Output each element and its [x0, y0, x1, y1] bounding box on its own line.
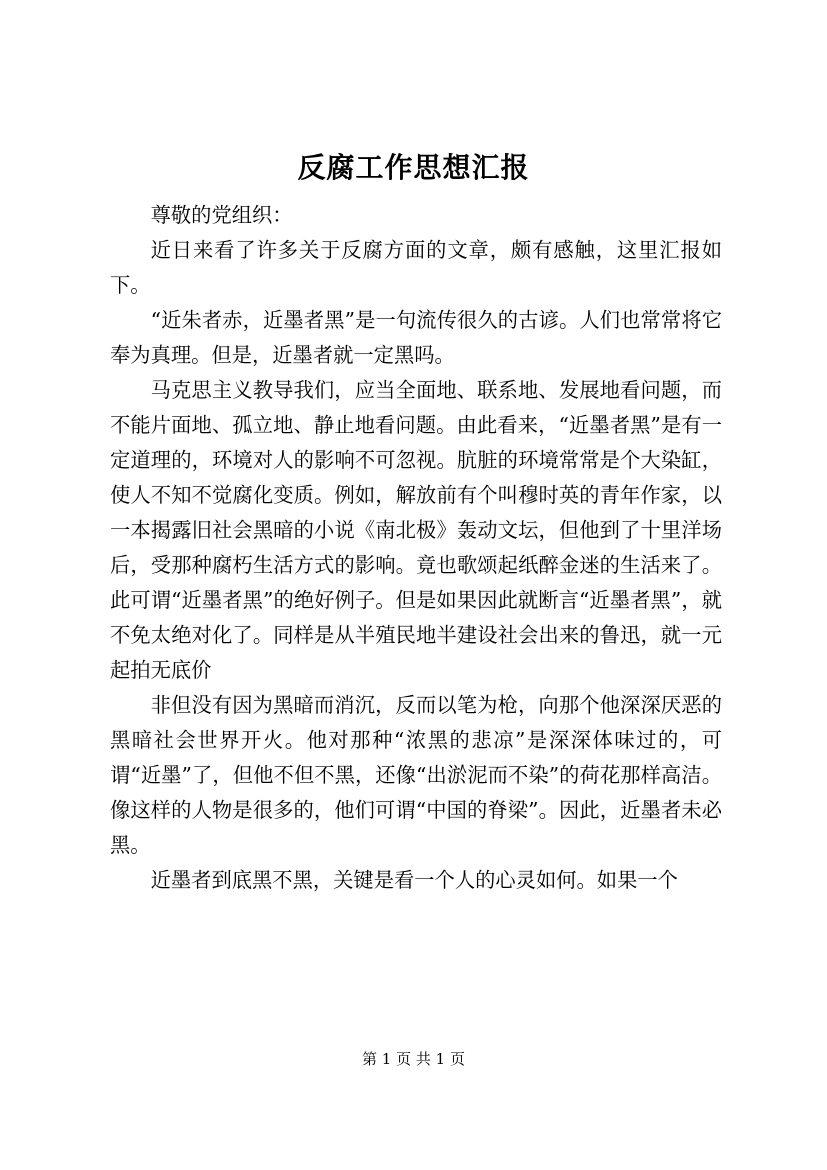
paragraph: 非但没有因为黑暗而消沉，反而以笔为枪，向那个他深深厌恶的黑暗社会世界开火。他对那种“浓黑的悲凉”是深深体味过的，可谓“近墨”了，但他不但不黑，还像“出淤泥而不染”的荷花那样高洁。像这样的人物是很多的，他们可谓“中国的脊梁”。因此，近墨者未必黑。 [110, 693, 722, 857]
paragraph: 近日来看了许多关于反腐方面的文章，颇有感触，这里汇报如下。 [110, 238, 722, 297]
document-title: 反腐工作思想汇报 [297, 151, 530, 184]
salutation: 尊敬的党组织： [150, 203, 293, 227]
paragraph: 马克思主义教导我们，应当全面地、联系地、发展地看问题，而不能片面地、孤立地、静止地看问题。由此看来，“近墨者黑”是有一定道理的，环境对人的影响不可忽视。肮脏的环境常常是个大染缸，使人不知不觉腐化变质。例如，解放前有个叫穆时英的青年作家，以一本揭露旧社会黑暗的小说《南北极》轰动文坛，但他到了十里洋场后，受那种腐朽生活方式的影响。竟也歌颂起纸醉金迷的生活来了。此可谓“近墨者黑”的绝好例子。但是如果因此就断言“近墨者黑”，就不免太绝对化了。同样是从半殖民地半建设社会出来的鲁迅，就一元起拍无底价 [110, 378, 722, 682]
document-body [110, 198, 722, 898]
page-footer: 第 1 页 共 1 页 [362, 1050, 465, 1068]
paragraph: 近墨者到底黑不黑，关键是看一个人的心灵如何。如果一个 [150, 868, 678, 892]
paragraph: “近朱者赤，近墨者黑”是一句流传很久的古谚。人们也常常将它奉为真理。但是，近墨者就一定黑吗。 [110, 308, 722, 367]
